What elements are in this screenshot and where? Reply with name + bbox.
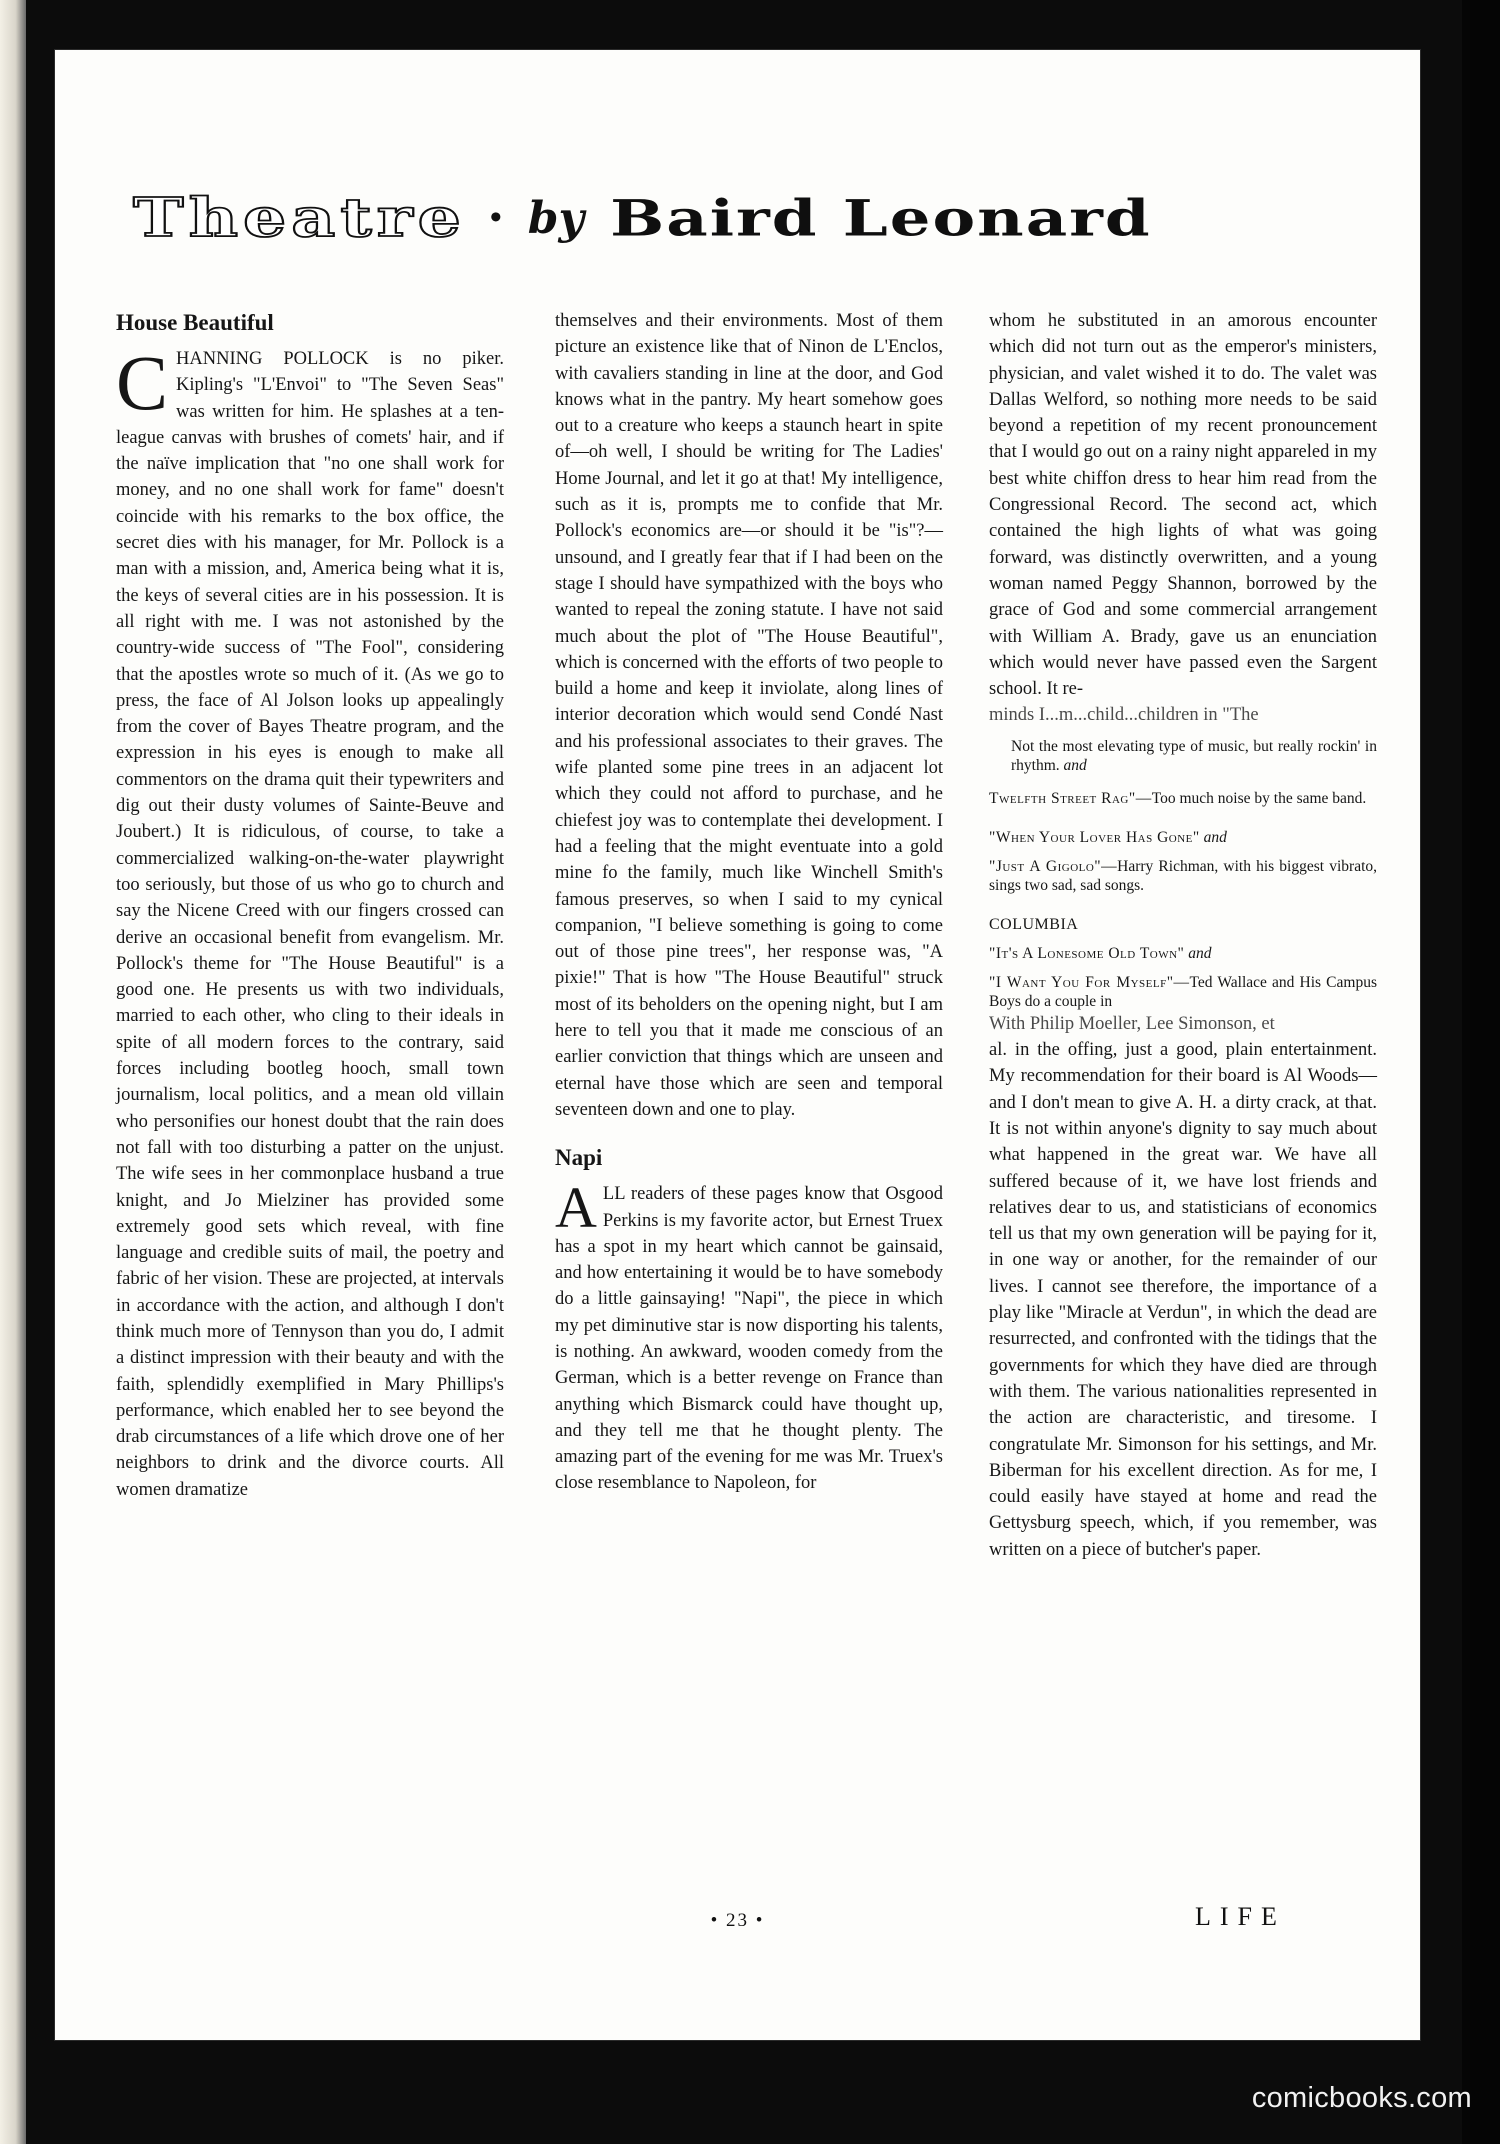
- paragraph-text: HANNING POLLOCK is no piker. Kipling's "L'Envoi" to "The Seven Seas" was written for him. He splashes at a ten-league canvas with brushes of comets' hair, and if the naïve implication that "no one shall work for money, and no one shall work for fame" doesn't coincide with his remarks to the box office, the secret dies with his manager, for Mr. Pollock is a man with a mission, and, America being what it is, the keys of several cities are in his possession. It is all right with me. I was not astonished by the country-wide success of "The Fool", considering that the apostles wrote so much of it. (As we go to press, the face of Al Jolson looks up appealingly from the cover of Bayes Theatre program, and the expression in his eyes is enough to make all commentors on the drama quit their typewriters and dig out their dusty volumes of Sainte-Beuve and Joubert.) It is ridiculous, of course, to take a commercialized walking-on-the-water playwright too seriously, but those of us who go to church and say the Nicene Creed with our fingers crossed can derive an occasional benefit from evangelism. Mr. Pollock's theme for "The House Beautiful" is a good one. He presents us with two individuals, married to each other, who cling to their ideals in spite of all modern forces to the contrary, said forces including bootleg hooch, small town journalism, local politics, and a mean old villain who personifies our honest doubt that the rain does not fall with too disturbing a patter on the unjust. The wife sees in her commonplace husband a true knight, and Jo Mielziner has provided some extremely good sets which reveal, with fine language and credible suits of mail, the poetry and fabric of her vision. These are projected, at intervals in accordance with the action, and although I don't think much more of Tennyson than you do, I admit a distinct impression with their beauty and with the faith, splendidly exemplified in Mary Phillips's performance, which enabled her to see beyond the drab circumstances of a life which drove one of her neighbors to drink and the divorce courts. All women dramatize: [116, 349, 504, 1500]
- record-title: Twelfth Street Rag"—: [989, 789, 1152, 807]
- title-word: Theatre: [133, 186, 466, 250]
- article-paragraph: whom he substituted in an amorous encounter which did not turn out as the emperor's ministers, physician, and valet wished it to do. The valet was Dallas Welford, so nothing more needs to be said beyond a repetition of my recent pronouncement that I would go out on a rainy night appareled in my best white chiffon dress to hear him read from the Congressional Record. The second act, which contained the high lights of what was going forward, was distinctly overwritten, and a young woman named Peggy Shannon, borrowed by the grace of God and some commercial arrangement with William A. Brady, gave us an enunciation which would never have passed even the Sargent school. It re-: [989, 311, 1377, 700]
- drop-cap: A: [555, 1175, 597, 1241]
- scan-border-right: [1462, 0, 1500, 2144]
- record-title: "It's A Lonesome Old Town": [989, 944, 1185, 962]
- section-heading-napi: Napi: [555, 1145, 603, 1171]
- record-description: Too much noise by the same band.: [1151, 789, 1367, 807]
- record-description: Ted Wallace and His Campus Boys do a couple in: [989, 973, 1377, 1010]
- paragraph-text: LL readers of these pages know that Osgood Perkins is my favorite actor, but Ernest Truex has a spot in my heart which cannot be gainsaid, and how entertaining it would be to have somebody do a little gainsaying! "Napi", the piece in which my pet diminutive star is now disporting his talents, is nothing. An awkward, wooden comedy from the German, which is a better revenge on France than anything which Bismarck could have thought up, and they tell me that he thought plenty. The amazing part of the evening for me was Mr. Truex's close resemblance to Napoleon, for: [555, 1184, 943, 1494]
- drop-cap: C: [116, 339, 169, 426]
- record-title: "Just A Gigolo"—: [989, 857, 1118, 875]
- article-paragraph: themselves and their environments. Most of them picture an existence like that of Ninon de L'Enclos, with cavaliers standing in line at the door, and God knows what in the pantry. My heart somehow goes out to a creature who keeps a staunch heart in spite of—oh well, I should be writing for The Ladies' Home Journal, and let it go at that! My intelligence, such as it is, prompts me to confide that Mr. Pollock's economics are—or should it be "is"?—unsound, and I greatly fear that if I had been on the stage I should have sympathized with the boys who wanted to repeal the zoning statute. I have not said much about the plot of "The House Beautiful", which is concerned with the efforts of two people to build a home and keep it inviolate, along lines of interior decoration which would send Condé Nast and his professional associates to their graves. The wife planted some pine trees in an adjacent lot which they could not afford to purchase, and he chiefest joy was to contemplate thei development. I had a feeling that the might eventuate into a gold mine fo the family, much like Winchell Smith's famous preserves, so when I said to my cynical companion, "I believe something is going to come out of those pine trees", her response was, "A pixie!" That is how "The House Beautiful" struck most of its beholders on the opening night, but I am here to tell you that it made me conscious of an earlier conviction that things which are unseen and eternal have those which are seen and temporal seventeen down and one to play.: [555, 311, 943, 1120]
- record-entry: [989, 737, 1377, 775]
- magazine-name: LIFE: [1195, 1902, 1286, 1931]
- record-description: Not the most elevating type of music, but really rockin' in rhythm.: [1011, 737, 1377, 774]
- record-conjunction: and: [1188, 944, 1212, 962]
- section-heading-house-beautiful: House Beautiful: [116, 310, 274, 335]
- record-entry: [989, 973, 1377, 1011]
- record-title: "When Your Lover Has Gone": [989, 828, 1200, 846]
- record-entry: [989, 789, 1377, 808]
- column-1: [116, 308, 504, 1503]
- article-paragraph: [116, 339, 504, 1503]
- smudged-line: With Philip Moeller, Lee Simonson, et: [989, 1013, 1275, 1034]
- column-2: [555, 308, 943, 1497]
- record-entry: [989, 944, 1377, 963]
- record-label-heading: COLUMBIA: [989, 915, 1079, 933]
- smudged-line: minds I...m...child...children in "The: [989, 705, 1259, 726]
- title-author: Baird Leonard: [610, 188, 1152, 248]
- column-3: [989, 308, 1377, 1563]
- page-number: • 23 •: [710, 1910, 765, 1931]
- article-paragraph: al. in the offing, just a good, plain entertainment. My recommendation for their board is Al Woods—and I don't mean to give A. H. a dirty crack, at that. It is not within anyone's dignity to say much about what happened in the great war. We have all suffered because of it, we have lost friends and relatives dear to us, and statisticians of economics tell us that my own generation will be paying for it, in one way or another, for the remainder of our lives. I cannot see therefore, the importance of a play like "Miracle at Verdun", in which the dead are resurrected, and confronted with the tidings that the governments for which they have died are through with them. The various nationalities represented in the action are characteristic, and tiresome. I congratulate Mr. Simonson for his settings, and Mr. Biberman for his excellent direction. As for me, I could easily have stayed at home and read the Gettysburg speech, which, if you remember, was written on a piece of butcher's paper.: [989, 1040, 1377, 1560]
- record-conjunction: and: [1203, 828, 1227, 846]
- page-title: [133, 168, 1343, 268]
- record-entry: [989, 828, 1377, 847]
- record-conjunction: and: [1063, 756, 1087, 774]
- watermark: comicbooks.com: [1251, 2082, 1472, 2114]
- title-by: by: [527, 192, 585, 244]
- magazine-page: [55, 50, 1420, 2040]
- title-bullet: •: [489, 199, 502, 236]
- article-paragraph: [555, 1175, 943, 1497]
- record-entry: [989, 857, 1377, 895]
- book-spine-left: [0, 0, 26, 2144]
- record-list: [989, 737, 1377, 1011]
- record-title: "I Want You For Myself"—: [989, 973, 1190, 991]
- record-description: Harry Richman, with his biggest vibrato, sings two sad, sad songs.: [989, 857, 1378, 894]
